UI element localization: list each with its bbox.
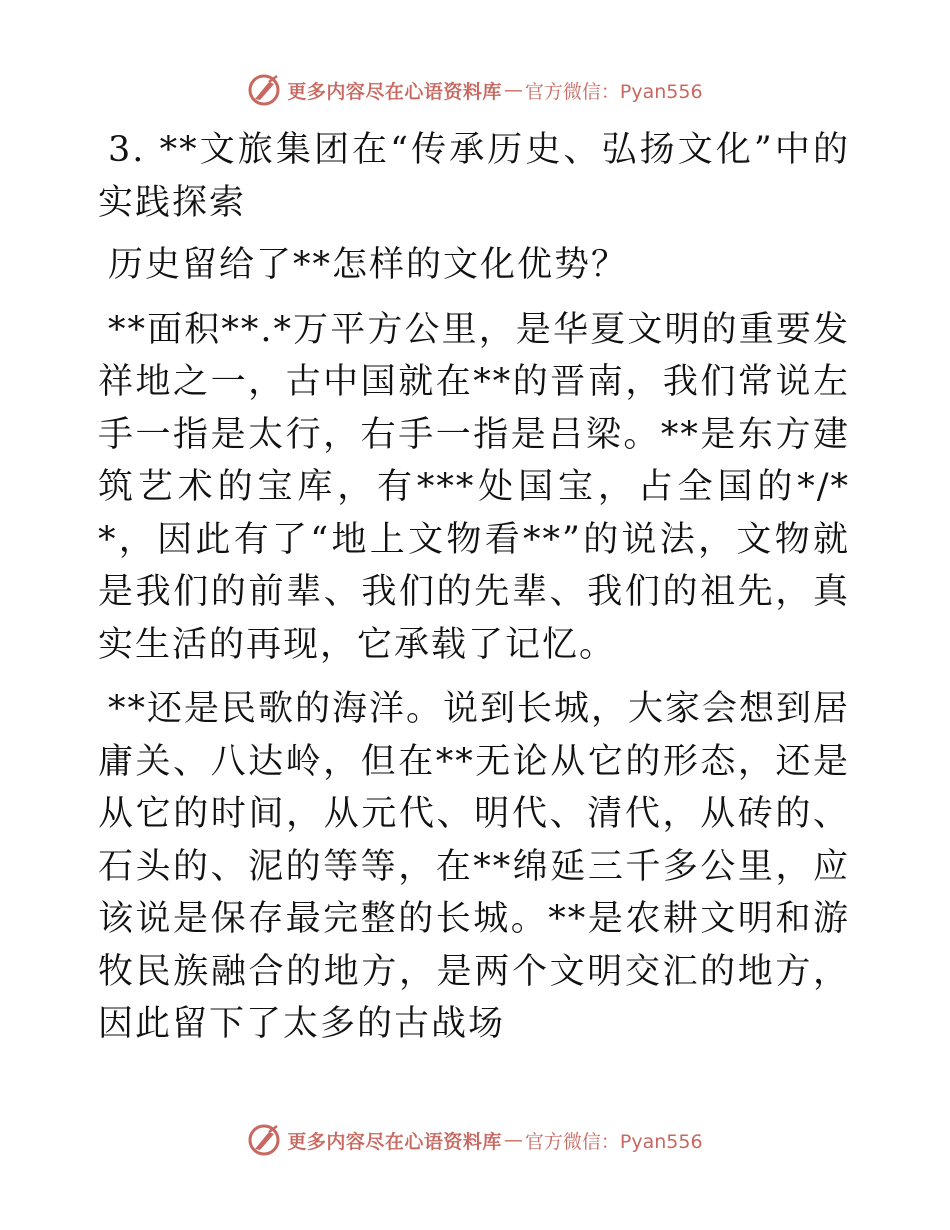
section-question bbox=[98, 239, 850, 292]
quill-pen-logo-icon bbox=[247, 73, 281, 107]
paragraph-cultural-relics-text: **面积**.*万平方公里，是华夏文明的重要发祥地之一，古中国就在**的晋南，我们常说左手一指是太行，右手一指是吕梁。**是东方建筑艺术的宝库，有***处国宝，占全国的*/**，因此有了“地上文物看**”的说法，文物就是我们的前辈、我们的先辈、我们的祖先，真实生活的再现，它承载了记忆。 bbox=[98, 309, 850, 665]
paragraph-cultural-relics bbox=[98, 304, 850, 672]
paragraph-folk-songs-great-wall bbox=[98, 683, 850, 1051]
quill-pen-logo-icon bbox=[247, 1123, 281, 1157]
watermark-site-text: 更多内容尽在心语资料库 bbox=[287, 1130, 502, 1153]
header-watermark bbox=[0, 70, 950, 110]
section-heading bbox=[98, 124, 850, 229]
paragraph-folk-songs-great-wall-text: **还是民歌的海洋。说到长城，大家会想到居庸关、八达岭，但在**无论从它的形态，还是从它的时间，从元代、明代、清代，从砖的、石头的、泥的等等，在**绵延三千多公里，应该说是保存最完整的长城。**是农耕文明和游牧民族融合的地方，是两个文明交汇的地方，因此留下了太多的古战场 bbox=[98, 689, 851, 1044]
section-question-text: 历史留给了**怎样的文化优势？ bbox=[108, 245, 629, 285]
watermark-wechat-text: 官方微信：Pyan556 bbox=[524, 1130, 703, 1153]
watermark-site-text: 更多内容尽在心语资料库 bbox=[287, 80, 502, 103]
document-body bbox=[98, 124, 850, 1051]
watermark-separator: — bbox=[503, 1129, 523, 1151]
watermark-separator: — bbox=[503, 79, 523, 101]
watermark-wechat-text: 官方微信：Pyan556 bbox=[524, 80, 703, 103]
section-heading-text: 3. **文旅集团在“传承历史、弘扬文化”中的实践探索 bbox=[98, 130, 850, 223]
footer-watermark bbox=[0, 1120, 950, 1160]
